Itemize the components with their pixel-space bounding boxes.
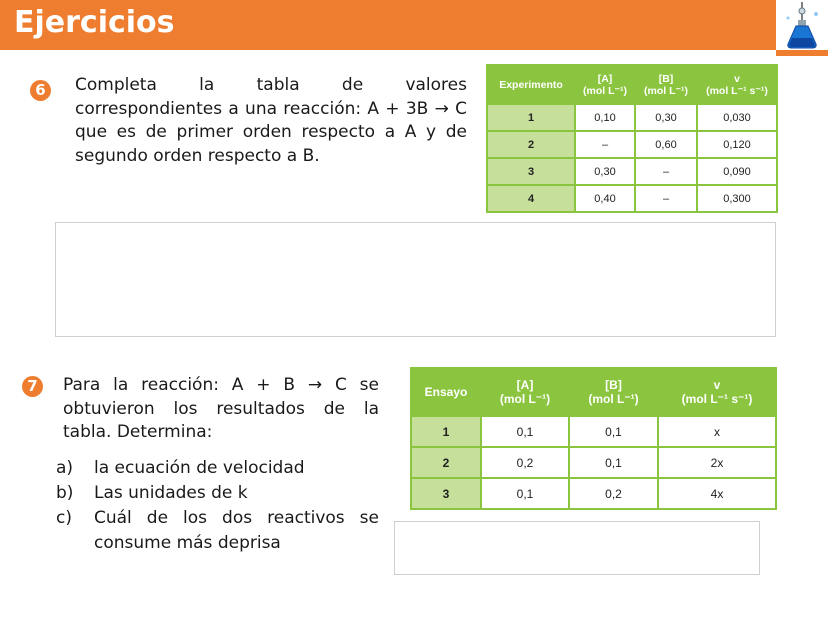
table-cell: – <box>635 185 697 212</box>
table-cell: 0,1 <box>569 447 658 478</box>
list-item <box>56 481 379 506</box>
table-row <box>487 131 777 158</box>
table-cell: 0,1 <box>569 416 658 447</box>
table-cell: 0,1 <box>481 416 569 447</box>
exercise-6-table <box>486 64 778 213</box>
table-row <box>411 478 776 509</box>
table-cell: 4 <box>487 185 575 212</box>
col-header-ensayo: Ensayo <box>411 368 481 416</box>
table-cell: 0,300 <box>697 185 777 212</box>
exercise-7-list <box>56 456 379 556</box>
list-item <box>56 506 379 556</box>
table-cell: 3 <box>411 478 481 509</box>
table-cell: 0,2 <box>481 447 569 478</box>
table-cell: 2 <box>411 447 481 478</box>
table-cell: 0,60 <box>635 131 697 158</box>
table-cell: 0,30 <box>575 158 635 185</box>
exercise-6-answer-box[interactable] <box>55 222 776 337</box>
exercise-7-table <box>410 367 777 510</box>
col-header-a: [A] (mol L⁻¹) <box>575 65 635 104</box>
exercise-7-answer-box[interactable] <box>394 521 760 575</box>
col-header-v: v (mol L⁻¹ s⁻¹) <box>658 368 776 416</box>
col-header-a: [A] (mol L⁻¹) <box>481 368 569 416</box>
table-cell: 0,2 <box>569 478 658 509</box>
table-cell: 4x <box>658 478 776 509</box>
col-header-b: [B] (mol L⁻¹) <box>569 368 658 416</box>
exercise-6-number-badge: 6 <box>30 80 51 101</box>
table-row <box>487 158 777 185</box>
col-header-b: [B] (mol L⁻¹) <box>635 65 697 104</box>
table-row <box>487 185 777 212</box>
exercise-7-statement: Para la reacción: A + B → C se obtuvieron los resultados de la tabla. Determina: <box>63 375 379 442</box>
table-cell: – <box>575 131 635 158</box>
table-cell: 0,10 <box>575 104 635 131</box>
exercise-6-statement: Completa la tabla de valores correspondientes a una reacción: A + 3B → C que es de primer orden respecto a A y de segundo orden respecto a B. <box>75 75 467 166</box>
header-bar <box>0 0 776 50</box>
chemistry-flask-icon <box>776 0 828 56</box>
table-cell: 0,1 <box>481 478 569 509</box>
table-cell: 2x <box>658 447 776 478</box>
table-cell: 3 <box>487 158 575 185</box>
list-item-text: Las unidades de k <box>94 483 248 503</box>
table-row <box>411 416 776 447</box>
table-row <box>411 447 776 478</box>
table-header-row <box>411 368 776 416</box>
list-item-text: Cuál de los dos reactivos se consume más deprisa <box>94 508 379 553</box>
table-cell: 0,090 <box>697 158 777 185</box>
table-cell: 0,030 <box>697 104 777 131</box>
table-header-row <box>487 65 777 104</box>
page-title: Ejercicios <box>14 5 175 40</box>
table-cell: 1 <box>411 416 481 447</box>
list-marker: b) <box>56 483 74 503</box>
table-cell: 2 <box>487 131 575 158</box>
list-item-text: la ecuación de velocidad <box>94 458 305 478</box>
list-item <box>56 456 379 481</box>
table-cell: 1 <box>487 104 575 131</box>
table-cell: 0,40 <box>575 185 635 212</box>
table-row <box>487 104 777 131</box>
table-cell: – <box>635 158 697 185</box>
table-cell: x <box>658 416 776 447</box>
table-cell: 0,120 <box>697 131 777 158</box>
list-marker: c) <box>56 508 72 528</box>
col-header-v: v (mol L⁻¹ s⁻¹) <box>697 65 777 104</box>
list-marker: a) <box>56 458 74 478</box>
col-header-experimento: Experimento <box>487 65 575 104</box>
table-cell: 0,30 <box>635 104 697 131</box>
exercise-7-number-badge: 7 <box>22 376 43 397</box>
